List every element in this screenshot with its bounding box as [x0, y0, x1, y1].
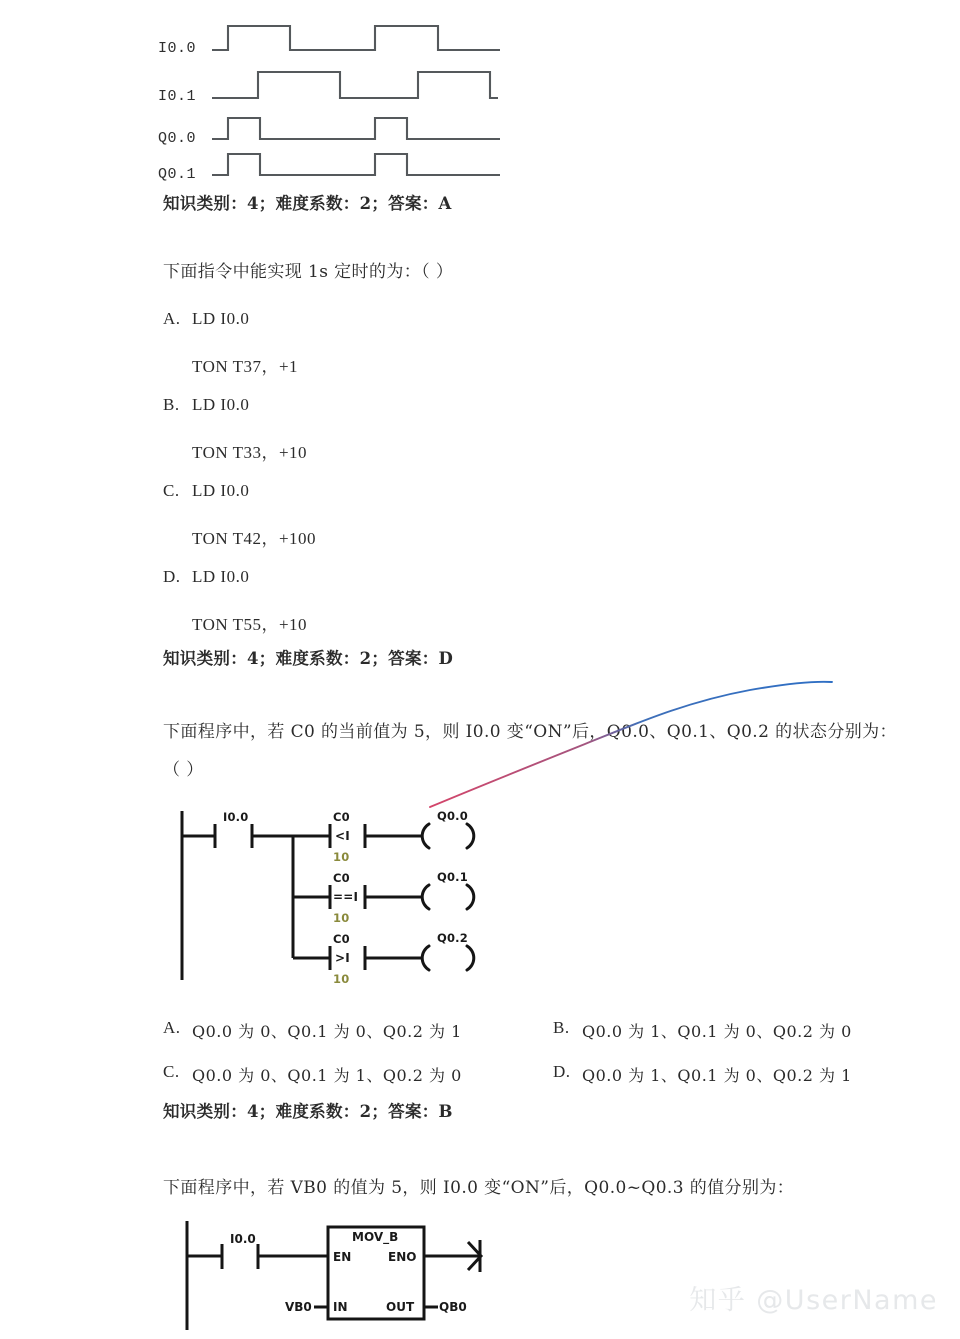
q2-option-c-key: C. [163, 481, 180, 500]
question-3-meta: 知识类别：4；难度系数：2；答案：B [163, 1102, 453, 1121]
annotation-stroke [430, 682, 832, 807]
q2-option-b-line1: LD I0.0 [192, 395, 250, 414]
branch-2-coil: Q0.1 [437, 870, 468, 884]
branch-3-coil: Q0.2 [437, 931, 468, 945]
q2-option-d-line2: TON T55，+10 [192, 615, 308, 634]
question-1-meta: 知识类别：4；难度系数：2；答案：A [163, 194, 452, 213]
q2-option-b-line2: TON T33，+10 [192, 443, 308, 462]
movb-block-title: MOV_B [352, 1230, 399, 1244]
question-2-stem: 下面指令中能实现 1s 定时的为：（ ） [163, 262, 454, 282]
timing-waveforms-svg [150, 8, 510, 188]
q2-option-c-line2: TON T42，+100 [192, 529, 317, 548]
q2-option-a-line2: TON T37，+1 [192, 357, 299, 376]
timing-diagram [150, 8, 510, 188]
branch-2-preset: 10 [333, 911, 350, 925]
wave-label-i01: I0.1 [158, 88, 197, 105]
waveform-q01 [212, 154, 500, 175]
watermark: 知乎 @UserName [689, 1285, 938, 1316]
question-2-meta: 知识类别：4；难度系数：2；答案：D [163, 649, 454, 668]
q3-option-a-text: Q0.0 为 0、Q0.1 为 0、Q0.2 为 1 [192, 1022, 462, 1041]
coil-q00-left [422, 824, 429, 848]
branch-1-preset: 10 [333, 850, 350, 864]
branch-1-operand: C0 [333, 810, 350, 824]
branch-1-coil: Q0.0 [437, 809, 468, 823]
coil-q02-right [467, 946, 474, 970]
ladder-diagram-movb [180, 1218, 520, 1336]
ladder-diagram-compare [175, 805, 505, 995]
branch-2-operand: C0 [333, 871, 350, 885]
q2-option-b-key: B. [163, 395, 180, 414]
coil-q00-right [467, 824, 474, 848]
annotation-scribble [420, 670, 850, 820]
q2-option-d-key: D. [163, 567, 181, 586]
movb-out-label: OUT [386, 1300, 415, 1314]
q3-option-a-key: A. [163, 1018, 181, 1037]
ladder-label-i00: I0.0 [223, 810, 249, 824]
question-3-stem-line1: 下面程序中，若 C0 的当前值为 5，则 I0.0 变“ON”后，Q0.0、Q0.1、Q0.2 的状态分别为： [163, 722, 897, 742]
q3-option-b-text: Q0.0 为 1、Q0.1 为 0、Q0.2 为 0 [582, 1022, 852, 1041]
q2-option-a-line1: LD I0.0 [192, 309, 250, 328]
branch-3-operand: C0 [333, 932, 350, 946]
question-3-stem-line2: （ ） [163, 760, 204, 780]
wave-label-q00: Q0.0 [158, 130, 197, 147]
coil-q01-left [422, 885, 429, 909]
q3-option-d-text: Q0.0 为 1、Q0.1 为 0、Q0.2 为 1 [582, 1066, 852, 1085]
question-4-stem: 下面程序中，若 VB0 的值为 5，则 I0.0 变“ON”后，Q0.0~Q0.3 的值分别为： [163, 1178, 795, 1198]
q3-option-c-text: Q0.0 为 0、Q0.1 为 1、Q0.2 为 0 [192, 1066, 462, 1085]
movb-out-operand: QB0 [439, 1300, 467, 1314]
wave-label-i00: I0.0 [158, 40, 197, 57]
branch-3-preset: 10 [333, 972, 350, 986]
waveform-q00 [212, 118, 500, 139]
coil-q01-right [467, 885, 474, 909]
movb-contact-label: I0.0 [230, 1232, 256, 1246]
q3-option-d-key: D. [553, 1062, 571, 1081]
waveform-i00 [212, 26, 500, 50]
coil-q02-left [422, 946, 429, 970]
q2-option-c-line1: LD I0.0 [192, 481, 250, 500]
movb-in-operand: VB0 [285, 1300, 312, 1314]
wave-label-q01: Q0.1 [158, 166, 197, 183]
q3-option-c-key: C. [163, 1062, 180, 1081]
movb-eno-label: ENO [388, 1250, 417, 1264]
q2-option-a-key: A. [163, 309, 181, 328]
movb-in-label: IN [333, 1300, 348, 1314]
q2-option-d-line1: LD I0.0 [192, 567, 250, 586]
movb-en-label: EN [333, 1250, 352, 1264]
branch-2-operator: ==I [333, 890, 359, 904]
waveform-i01 [212, 72, 498, 98]
q3-option-b-key: B. [553, 1018, 570, 1037]
branch-3-operator: >I [335, 951, 350, 965]
branch-1-operator: <I [335, 829, 350, 843]
